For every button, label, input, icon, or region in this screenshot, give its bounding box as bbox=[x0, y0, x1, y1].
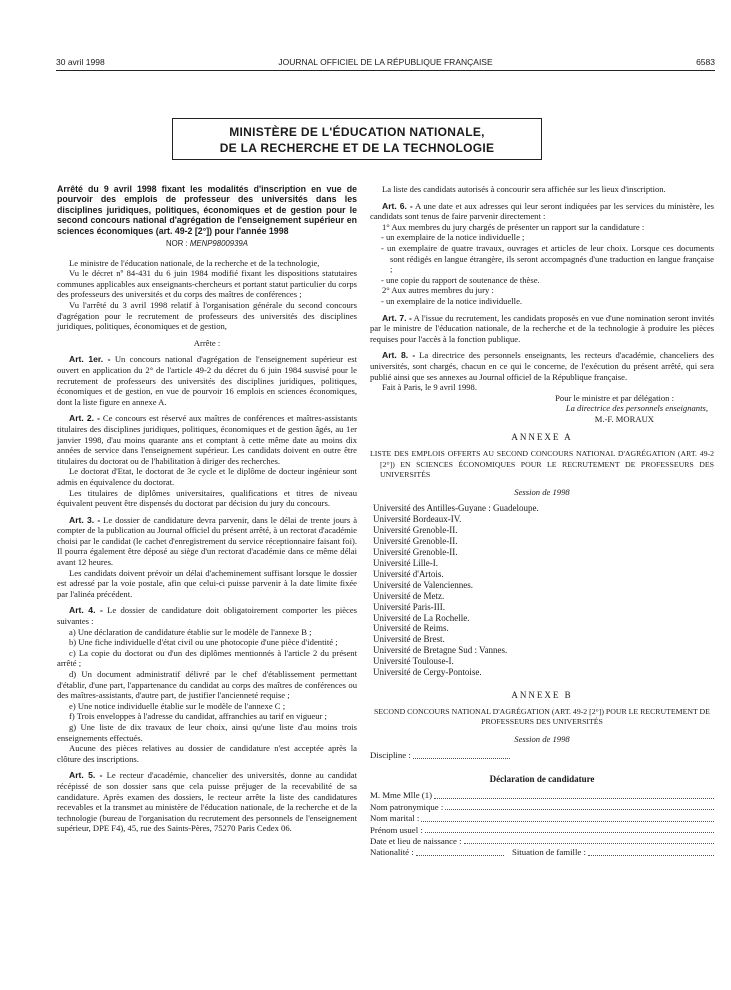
article-6-para-2: 2° Aux autres membres du jury : bbox=[382, 285, 494, 296]
article-6-label: Art. 6. - bbox=[382, 200, 413, 211]
form-blank bbox=[425, 825, 714, 833]
right-column bbox=[370, 184, 714, 859]
article-2-para-2: Le doctorat d'Etat, le doctorat de 3e cycle et le diplôme de docteur ingénieur sont admis en équivalence du doctorat. bbox=[57, 466, 357, 487]
form-label: M. Mme Mlle (1) bbox=[370, 790, 433, 801]
ministry-line-2: DE LA RECHERCHE ET DE LA TECHNOLOGIE bbox=[219, 141, 495, 155]
nor-code: MENP9800939A bbox=[189, 239, 248, 249]
form-label: Date et lieu de naissance : bbox=[370, 835, 462, 846]
article-1-text: Un concours national d'agrégation de l'enseignement supérieur est ouvert en application du 2° de l'article 49-2 du décret du 6 juin 1984 susvisé pour le recrutement de professeurs des universités des disciplines juridiques, politiques, économiques et de gestion, en vue de pourvoir 16 emplois en sciences économiques, dont la liste figure en annexe A. bbox=[57, 354, 357, 407]
article-4-item-d: d) Un document administratif délivré par le chef d'établissement permettant d'établir, d'une part, l'appartenance du candidat au corps des maîtres de conférences ou des maîtres-assistants, d'autre part, de justifier l'ancienneté requise ; bbox=[57, 669, 357, 701]
list-item: Université Paris-III. bbox=[373, 601, 445, 612]
form-row bbox=[370, 836, 714, 847]
article-2-label: Art. 2. - bbox=[69, 413, 100, 424]
form-blank bbox=[421, 813, 714, 821]
article-4-item-a: a) Une déclaration de candidature établie sur le modèle de l'annexe B ; bbox=[69, 626, 312, 637]
annexe-a-heading: ANNEXE A bbox=[511, 432, 573, 443]
annexe-a-session: Session de 1998 bbox=[514, 486, 570, 497]
annexe-b-session: Session de 1998 bbox=[514, 733, 570, 744]
signature-title: La directrice des personnels enseignants, bbox=[565, 403, 708, 414]
article-4-item-f: f) Trois enveloppes à l'adresse du candidat, affranchies au tarif en vigueur ; bbox=[69, 711, 327, 722]
header-date: 30 avril 1998 bbox=[56, 57, 105, 67]
page-header bbox=[56, 57, 715, 71]
place-date: Fait à Paris, le 9 avril 1998. bbox=[382, 382, 477, 393]
ministry-line-1: MINISTÈRE DE L'ÉDUCATION NATIONALE, bbox=[229, 125, 485, 139]
article-2-para-3: Les titulaires de diplômes universitaires, qualifications et titres de niveau équivalent peuvent être dispensés du doctorat par décision du jury du concours. bbox=[57, 487, 357, 509]
discipline-blank bbox=[413, 750, 510, 758]
intro-vu-decret: Vu le décret nº 84-431 du 6 juin 1984 modifié fixant les dispositions statutaires communes applicables aux enseignants-chercheurs et portant statut particulier du corps des professeurs des universités et du corps des maîtres de conférences ; bbox=[57, 268, 357, 300]
list-item: Université d'Artois. bbox=[373, 568, 444, 579]
article-8 bbox=[370, 350, 714, 382]
university-list bbox=[373, 503, 714, 678]
form-blank bbox=[416, 847, 504, 855]
article-1-label: Art. 1er. - bbox=[69, 354, 111, 365]
form-label: Nom patronymique : bbox=[370, 801, 444, 812]
article-5-text: Le recteur d'académie, chancelier des universités, donne au candidat récépissé de son dossier sans que cela puisse préjuger de la recevabilité de sa candidature. Après examen des dossiers, le recteur arrête la liste des candidatures recevables et la transmet au ministère de l'éducation nationale, de la recherche et de la technologie (bureau de l'organisation du recrutement des personnels de l'enseignement supérieur, DPE F4), 45, rue des Saints-Pères, 75270 Paris Cedex 06. bbox=[57, 770, 357, 834]
article-4-item-c: c) La copie du doctorat ou d'un des diplômes mentionnés à l'article 2 du présent arrêté ; bbox=[57, 647, 357, 669]
article-2-text: Ce concours est réservé aux maîtres de conférences et maîtres-assistants titulaires des disciplines juridiques, politiques, économiques et de gestion âgés, au 1er janvier 1998, d'au moins quarante ans et comptant à cette même date au moins dix années de service dans l'enseignement supérieur. Les candidats doivent en outre être titulaires du doctorat ou de l'habilitation à diriger des recherches. bbox=[57, 413, 357, 466]
article-7 bbox=[370, 313, 714, 345]
article-6-item-1: - un exemplaire de la notice individuelle ; bbox=[381, 232, 525, 243]
header-journal-title: JOURNAL OFFICIEL DE LA RÉPUBLIQUE FRANÇAISE bbox=[278, 57, 493, 67]
article-6-para-1: 1° Aux membres du jury chargés de présenter un rapport sur la candidature : bbox=[382, 221, 645, 232]
list-item: Université de Cergy-Pontoise. bbox=[373, 667, 482, 678]
article-1 bbox=[57, 354, 357, 407]
article-7-text: A l'issue du recrutement, les candidats proposés en vue d'une nomination seront invités par le ministre de l'éducation nationale, de la recherche et de la technologie à produire les pièces requises pour l'accès à la fonction publique. bbox=[370, 312, 714, 344]
form-row bbox=[370, 847, 714, 858]
article-6-text: A une date et aux adresses qui leur seront indiquées par les services du ministère, les candidats sont tenus de faire parvenir directement : bbox=[370, 200, 714, 222]
discipline-field bbox=[370, 750, 510, 761]
article-6-item-4: - un exemplaire de la notice individuelle. bbox=[381, 295, 523, 306]
list-item: Université Grenoble-II. bbox=[373, 525, 458, 536]
article-4-label: Art. 4. - bbox=[69, 605, 103, 616]
ministry-box bbox=[172, 118, 542, 160]
article-7-label: Art. 7. - bbox=[382, 312, 412, 323]
form-row bbox=[370, 825, 714, 836]
signature-name: M.-F. MORAUX bbox=[594, 413, 654, 424]
signature-delegation: Pour le ministre et par délégation : bbox=[555, 392, 674, 403]
header-page-number: 6583 bbox=[696, 57, 715, 67]
decree-title: Arrêté du 9 avril 1998 fixant les modalités d'inscription en vue de pourvoir des emplois de professeur des universités dans les disciplines juridiques, politiques, économiques et de gestion pour le second concours national d'agrégation de l'enseignement supérieur en sciences économiques (art. 49-2 [2°]) pour l'année 1998 bbox=[57, 184, 357, 236]
nor-reference bbox=[57, 239, 357, 250]
list-item: Université Bordeaux-IV. bbox=[373, 514, 462, 525]
article-6 bbox=[370, 201, 714, 222]
article-5 bbox=[57, 770, 357, 834]
article-8-label: Art. 8. - bbox=[382, 350, 416, 361]
list-item: Université de Metz. bbox=[373, 590, 445, 601]
form-label: Prénom usuel : bbox=[370, 824, 423, 835]
article-8-text: La directrice des personnels enseignants, les recteurs d'académie, chanceliers des universités, sont chargés, chacun en ce qui le concerne, de l'exécution du présent arrêté, qui sera publié ainsi que ses annexes au Journal officiel de la République française. bbox=[370, 350, 714, 382]
form-row bbox=[370, 802, 714, 813]
annexe-a-caption: LISTE DES EMPLOIS OFFERTS AU SECOND CONCOURS NATIONAL D'AGRÉGATION (ART. 49-2 [2°]) EN SCIENCES ÉCONOMIQUES POUR LE RECRUTEMENT DE PROFESSEURS DES UNIVERSITÉS bbox=[370, 449, 714, 480]
form-row bbox=[370, 790, 714, 801]
list-item: Université de La Rochelle. bbox=[373, 612, 470, 623]
list-item: Université Grenoble-II. bbox=[373, 547, 458, 558]
discipline-label: Discipline : bbox=[370, 750, 411, 761]
left-column bbox=[57, 184, 357, 834]
arrete-heading: Arrête : bbox=[193, 337, 221, 348]
header-rule bbox=[56, 70, 715, 71]
form-blank bbox=[464, 836, 714, 844]
declaration-title: Déclaration de candidature bbox=[489, 773, 595, 784]
annexe-b-heading: ANNEXE B bbox=[511, 689, 573, 700]
intro-vu-arrete: Vu l'arrêté du 3 avril 1998 relatif à l'organisation générale du second concours d'agrégation pour le recrutement de professeurs des universités des disciplines juridiques, politiques, économiques et de gestion, bbox=[57, 300, 357, 332]
family-label: Situation de famille : bbox=[511, 847, 586, 858]
article-4-item-b: b) Une fiche individuelle d'état civil ou une photocopie d'une pièce d'identité ; bbox=[69, 637, 338, 648]
form-blank bbox=[445, 802, 714, 810]
list-item: Université Grenoble-II. bbox=[373, 536, 458, 547]
form-label: Nom marital : bbox=[370, 813, 420, 824]
article-4-item-g: g) Une liste de dix travaux de leur choix, ainsi qu'une liste d'au moins trois enseignements effectués. bbox=[57, 721, 357, 743]
article-2 bbox=[57, 413, 357, 466]
nor-label: NOR : bbox=[166, 239, 188, 249]
list-item: Université de Valenciennes. bbox=[373, 579, 474, 590]
article-3 bbox=[57, 515, 357, 568]
form-blank bbox=[434, 790, 714, 798]
article-3-text: Le dossier de candidature devra parvenir, dans le délai de trente jours à compter de la publication au Journal officiel du présent arrêté, à un rectorat d'académie choisi par le candidat (le cachet d'enregistrement du service réceptionnaire faisant foi). Il pourra également être déposé au siège d'un rectorat d'académie dans ce même délai avant 12 heures. bbox=[57, 514, 358, 568]
article-4-para-2: Aucune des pièces relatives au dossier de candidature n'est acceptée après la clôture des inscriptions. bbox=[57, 743, 357, 764]
article-3-para-2: Les candidats doivent prévoir un délai d'acheminement suffisant lorsque le dossier est adressé par la voie postale, afin que celui-ci puisse parvenir à la date limite fixée par l'alinéa précédent. bbox=[57, 567, 357, 599]
article-4-item-e: e) Une notice individuelle établie sur le modèle de l'annexe C ; bbox=[69, 700, 286, 711]
article-4 bbox=[57, 605, 357, 626]
list-item: Université de Bretagne Sud : Vannes. bbox=[373, 645, 508, 656]
article-4-text: Le dossier de candidature doit obligatoirement comporter les pièces suivantes : bbox=[57, 605, 358, 627]
list-item: Université Toulouse-I. bbox=[373, 656, 454, 667]
annexe-b-caption: SECOND CONCOURS NATIONAL D'AGRÉGATION (ART. 49-2 [2°]) POUR LE RECRUTEMENT DE PROFESSEURS DES UNIVERSITÉS bbox=[374, 706, 710, 727]
article-6-item-3: - une copie du rapport de soutenance de thèse. bbox=[381, 274, 540, 285]
article-5-label: Art. 5. - bbox=[69, 770, 103, 781]
article-3-label: Art. 3. - bbox=[69, 514, 101, 525]
intro-minister: Le ministre de l'éducation nationale, de la recherche et de la technologie, bbox=[69, 257, 320, 268]
form-blank bbox=[588, 847, 714, 855]
list-item: Université des Antilles-Guyane : Guadeloupe. bbox=[373, 503, 539, 514]
nationality-label: Nationalité : bbox=[370, 847, 414, 858]
list-item: Université Lille-I. bbox=[373, 557, 438, 568]
list-item: Université de Brest. bbox=[373, 634, 445, 645]
article-6-item-2: - un exemplaire de quatre travaux, ouvrages et articles de leur choix. Lorsque ces documents sont rédigés en langue étrangère, ils seront accompagnés d'une traduction en langue française ; bbox=[381, 242, 714, 275]
form-row bbox=[370, 813, 714, 824]
list-item: Université de Reims. bbox=[373, 623, 449, 634]
article-5-para-2: La liste des candidats autorisés à concourir sera affichée sur les lieux d'inscription. bbox=[382, 184, 666, 194]
